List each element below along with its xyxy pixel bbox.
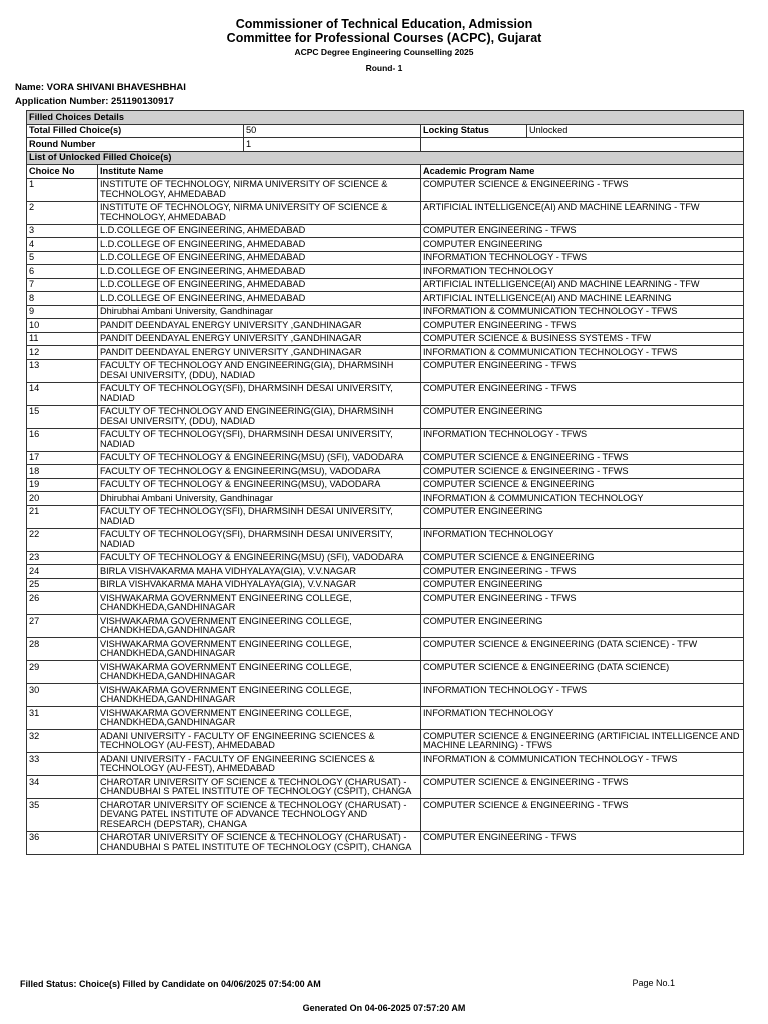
choice-no-cell: 12 [27,346,98,360]
program-name-cell: COMPUTER ENGINEERING - TFWS [421,382,744,405]
institute-name-cell: ADANI UNIVERSITY - FACULTY OF ENGINEERING SCIENCES & TECHNOLOGY (AU-FEST), AHMEDABAD [98,753,421,776]
institute-name-cell: FACULTY OF TECHNOLOGY(SFI), DHARMSINH DESAI UNIVERSITY, NADIAD [98,428,421,451]
round-number-value: 1 [246,138,252,149]
table-row [27,305,744,319]
program-name-cell: COMPUTER ENGINEERING - TFWS [421,565,744,579]
institute-name-cell: BIRLA VISHVAKARMA MAHA VIDHYALAYA(GIA), V.V.NAGAR [98,565,421,579]
table-row [27,505,744,528]
table-row [27,592,744,615]
choice-no-cell: 9 [27,305,98,319]
table-row [27,278,744,292]
choice-no-cell: 18 [27,465,98,479]
counselling-name: ACPC Degree Engineering Counselling 2025 [294,47,474,57]
choice-no-cell: 33 [27,753,98,776]
choice-no-cell: 25 [27,578,98,592]
choice-no-cell: 22 [27,528,98,551]
institute-name-cell: INSTITUTE OF TECHNOLOGY, NIRMA UNIVERSITY OF SCIENCE & TECHNOLOGY, AHMEDABAD [98,178,421,201]
table-row [27,707,744,730]
program-name-cell: INFORMATION TECHNOLOGY [421,265,744,279]
table-row [27,551,744,565]
choice-no-cell: 13 [27,359,98,382]
choice-no-cell: 28 [27,638,98,661]
institute-name-cell: Dhirubhai Ambani University, Gandhinagar [98,305,421,319]
choice-no-cell: 21 [27,505,98,528]
institute-name-cell: L.D.COLLEGE OF ENGINEERING, AHMEDABAD [98,238,421,252]
program-name-cell: COMPUTER SCIENCE & ENGINEERING - TFWS [421,776,744,799]
program-name-cell: INFORMATION TECHNOLOGY - TFWS [421,251,744,265]
table-row [27,799,744,832]
table-row [27,451,744,465]
table-row [27,332,744,346]
program-name-cell: COMPUTER SCIENCE & BUSINESS SYSTEMS - TFW [421,332,744,346]
program-name-cell: INFORMATION & COMMUNICATION TECHNOLOGY - TFWS [421,753,744,776]
application-number: Application Number: 251190130917 [15,96,174,107]
table-row [27,565,744,579]
choice-no-cell: 3 [27,224,98,238]
table-row [27,661,744,684]
choice-no-cell: 6 [27,265,98,279]
choices-table [26,110,744,855]
table-row [27,638,744,661]
program-name-cell: COMPUTER SCIENCE & ENGINEERING - TFWS [421,451,744,465]
program-name-cell: COMPUTER SCIENCE & ENGINEERING [421,478,744,492]
institute-name-cell: L.D.COLLEGE OF ENGINEERING, AHMEDABAD [98,224,421,238]
table-row [27,492,744,506]
program-name-cell: INFORMATION TECHNOLOGY - TFWS [421,428,744,451]
program-name-cell: COMPUTER ENGINEERING - TFWS [421,359,744,382]
program-name-cell: COMPUTER SCIENCE & ENGINEERING - TFWS [421,799,744,832]
institute-name-cell: FACULTY OF TECHNOLOGY AND ENGINEERING(GIA), DHARMSINH DESAI UNIVERSITY, (DDU), NADIAD [98,359,421,382]
institute-name-cell: ADANI UNIVERSITY - FACULTY OF ENGINEERING SCIENCES & TECHNOLOGY (AU-FEST), AHMEDABAD [98,730,421,753]
table-row [27,292,744,306]
table-row [27,615,744,638]
institute-name-cell: PANDIT DEENDAYAL ENERGY UNIVERSITY ,GANDHINAGAR [98,319,421,333]
institute-name-cell: FACULTY OF TECHNOLOGY & ENGINEERING(MSU) (SFI), VADODARA [98,551,421,565]
choice-no-cell: 36 [27,831,98,854]
page-number: Page No.1 [632,978,675,988]
institute-name-cell: VISHWAKARMA GOVERNMENT ENGINEERING COLLEGE, CHANDKHEDA,GANDHINAGAR [98,592,421,615]
choice-no-cell: 14 [27,382,98,405]
title-line-1: Commissioner of Technical Education, Admission [235,17,533,31]
institute-name-cell: L.D.COLLEGE OF ENGINEERING, AHMEDABAD [98,292,421,306]
round-number-row [27,138,744,152]
program-name-cell: COMPUTER ENGINEERING - TFWS [421,319,744,333]
table-row [27,359,744,382]
program-name-cell: COMPUTER ENGINEERING - TFWS [421,592,744,615]
choice-no-cell: 19 [27,478,98,492]
choice-no-cell: 30 [27,684,98,707]
table-row [27,405,744,428]
program-name-cell: COMPUTER SCIENCE & ENGINEERING (ARTIFICIAL INTELLIGENCE AND MACHINE LEARNING) - TFWS [421,730,744,753]
choice-no-cell: 17 [27,451,98,465]
program-name-cell: COMPUTER ENGINEERING [421,238,744,252]
choice-no-cell: 34 [27,776,98,799]
program-name-cell: COMPUTER ENGINEERING [421,505,744,528]
table-row [27,465,744,479]
institute-name-cell: CHAROTAR UNIVERSITY OF SCIENCE & TECHNOLOGY (CHARUSAT) - CHANDUBHAI S PATEL INSTITUTE OF TECHNOLOGY (CSPIT), CHANGA [98,776,421,799]
choice-no-cell: 27 [27,615,98,638]
institute-name-cell: FACULTY OF TECHNOLOGY AND ENGINEERING(GIA), DHARMSINH DESAI UNIVERSITY, (DDU), NADIAD [98,405,421,428]
institute-name-cell: Dhirubhai Ambani University, Gandhinagar [98,492,421,506]
program-name-cell: COMPUTER SCIENCE & ENGINEERING (DATA SCIENCE) - TFW [421,638,744,661]
institute-name-cell: VISHWAKARMA GOVERNMENT ENGINEERING COLLEGE, CHANDKHEDA,GANDHINAGAR [98,707,421,730]
choice-no-cell: 5 [27,251,98,265]
program-name-cell: INFORMATION TECHNOLOGY - TFWS [421,684,744,707]
program-name-cell: ARTIFICIAL INTELLIGENCE(AI) AND MACHINE LEARNING [421,292,744,306]
table-row [27,265,744,279]
program-name-cell: COMPUTER ENGINEERING [421,405,744,428]
table-row [27,753,744,776]
table-row [27,224,744,238]
round-label: Round- 1 [365,63,403,73]
institute-name-cell: CHAROTAR UNIVERSITY OF SCIENCE & TECHNOLOGY (CHARUSAT) - CHANDUBHAI S PATEL INSTITUTE OF TECHNOLOGY (CSPIT), CHANGA [98,831,421,854]
choice-no-cell: 11 [27,332,98,346]
table-row [27,831,744,854]
program-name-cell: ARTIFICIAL INTELLIGENCE(AI) AND MACHINE LEARNING - TFW [421,201,744,224]
document-title [0,17,768,45]
total-filled-label: Total Filled Choice(s) [27,125,244,138]
program-name-cell: INFORMATION TECHNOLOGY [421,707,744,730]
table-row [27,319,744,333]
choice-no-cell: 10 [27,319,98,333]
choice-no-cell: 8 [27,292,98,306]
program-name-cell: COMPUTER ENGINEERING [421,615,744,638]
institute-name-cell: VISHWAKARMA GOVERNMENT ENGINEERING COLLEGE, CHANDKHEDA,GANDHINAGAR [98,638,421,661]
choice-no-cell: 16 [27,428,98,451]
institute-name-cell: L.D.COLLEGE OF ENGINEERING, AHMEDABAD [98,278,421,292]
choice-no-cell: 35 [27,799,98,832]
choice-no-cell: 23 [27,551,98,565]
table-row [27,238,744,252]
total-filled-row [27,124,744,138]
institute-name-cell: PANDIT DEENDAYAL ENERGY UNIVERSITY ,GANDHINAGAR [98,332,421,346]
locking-status-label: Locking Status [421,125,527,138]
choice-no-cell: 29 [27,661,98,684]
column-header-program: Academic Program Name [421,165,744,179]
program-name-cell: COMPUTER SCIENCE & ENGINEERING [421,551,744,565]
table-row [27,528,744,551]
section-header-details [27,111,744,125]
table-row [27,478,744,492]
institute-name-cell: FACULTY OF TECHNOLOGY(SFI), DHARMSINH DESAI UNIVERSITY, NADIAD [98,505,421,528]
program-name-cell: INFORMATION & COMMUNICATION TECHNOLOGY - TFWS [421,305,744,319]
program-name-cell: COMPUTER SCIENCE & ENGINEERING - TFWS [421,465,744,479]
program-name-cell: COMPUTER SCIENCE & ENGINEERING - TFWS [421,178,744,201]
table-row [27,178,744,201]
choice-no-cell: 1 [27,178,98,201]
table-row [27,684,744,707]
institute-name-cell: BIRLA VISHVAKARMA MAHA VIDHYALAYA(GIA), V.V.NAGAR [98,578,421,592]
choice-no-cell: 20 [27,492,98,506]
column-header-institute: Institute Name [98,165,421,179]
institute-name-cell: L.D.COLLEGE OF ENGINEERING, AHMEDABAD [98,251,421,265]
choice-no-cell: 24 [27,565,98,579]
institute-name-cell: FACULTY OF TECHNOLOGY & ENGINEERING(MSU), VADODARA [98,465,421,479]
institute-name-cell: CHAROTAR UNIVERSITY OF SCIENCE & TECHNOLOGY (CHARUSAT) - DEVANG PATEL INSTITUTE OF ADVANCE TECHNOLOGY AND RESEARCH (DEPSTAR), CHANGA [98,799,421,832]
choice-no-cell: 32 [27,730,98,753]
choice-no-cell: 26 [27,592,98,615]
total-filled-value: 50 [246,125,257,135]
institute-name-cell: FACULTY OF TECHNOLOGY(SFI), DHARMSINH DESAI UNIVERSITY, NADIAD [98,382,421,405]
locking-status-value: Unlocked [529,125,568,135]
table-row [27,428,744,451]
program-name-cell: COMPUTER ENGINEERING - TFWS [421,831,744,854]
choice-no-cell: 7 [27,278,98,292]
program-name-cell: COMPUTER ENGINEERING [421,578,744,592]
choice-no-cell: 4 [27,238,98,252]
table-row [27,730,744,753]
section-header-list [27,151,744,165]
program-name-cell: INFORMATION & COMMUNICATION TECHNOLOGY [421,492,744,506]
section-title-details: Filled Choices Details [27,111,744,125]
choice-no-cell: 15 [27,405,98,428]
institute-name-cell: FACULTY OF TECHNOLOGY & ENGINEERING(MSU) (SFI), VADODARA [98,451,421,465]
institute-name-cell: INSTITUTE OF TECHNOLOGY, NIRMA UNIVERSITY OF SCIENCE & TECHNOLOGY, AHMEDABAD [98,201,421,224]
table-row [27,201,744,224]
program-name-cell: INFORMATION TECHNOLOGY [421,528,744,551]
table-row [27,251,744,265]
choice-no-cell: 2 [27,201,98,224]
program-name-cell: INFORMATION & COMMUNICATION TECHNOLOGY - TFWS [421,346,744,360]
institute-name-cell: VISHWAKARMA GOVERNMENT ENGINEERING COLLEGE, CHANDKHEDA,GANDHINAGAR [98,684,421,707]
generated-on: Generated On 04-06-2025 07:57:20 AM [302,1003,466,1013]
table-row [27,776,744,799]
institute-name-cell: VISHWAKARMA GOVERNMENT ENGINEERING COLLEGE, CHANDKHEDA,GANDHINAGAR [98,615,421,638]
institute-name-cell: VISHWAKARMA GOVERNMENT ENGINEERING COLLEGE, CHANDKHEDA,GANDHINAGAR [98,661,421,684]
column-header-row [27,165,744,179]
institute-name-cell: FACULTY OF TECHNOLOGY(SFI), DHARMSINH DESAI UNIVERSITY, NADIAD [98,528,421,551]
title-line-2: Committee for Professional Courses (ACPC), Gujarat [226,31,542,45]
program-name-cell: COMPUTER ENGINEERING - TFWS [421,224,744,238]
choice-no-cell: 31 [27,707,98,730]
program-name-cell: ARTIFICIAL INTELLIGENCE(AI) AND MACHINE LEARNING - TFW [421,278,744,292]
column-header-choice-no: Choice No [27,165,98,179]
table-row [27,382,744,405]
filled-status: Filled Status: Choice(s) Filled by Candidate on 04/06/2025 07:54:00 AM [20,979,321,989]
round-number-label: Round Number [27,138,244,151]
program-name-cell: COMPUTER SCIENCE & ENGINEERING (DATA SCIENCE) [421,661,744,684]
institute-name-cell: FACULTY OF TECHNOLOGY & ENGINEERING(MSU), VADODARA [98,478,421,492]
candidate-name: Name: VORA SHIVANI BHAVESHBHAI [15,82,186,93]
institute-name-cell: PANDIT DEENDAYAL ENERGY UNIVERSITY ,GANDHINAGAR [98,346,421,360]
table-row [27,578,744,592]
institute-name-cell: L.D.COLLEGE OF ENGINEERING, AHMEDABAD [98,265,421,279]
table-row [27,346,744,360]
section-title-list: List of Unlocked Filled Choice(s) [27,151,744,165]
